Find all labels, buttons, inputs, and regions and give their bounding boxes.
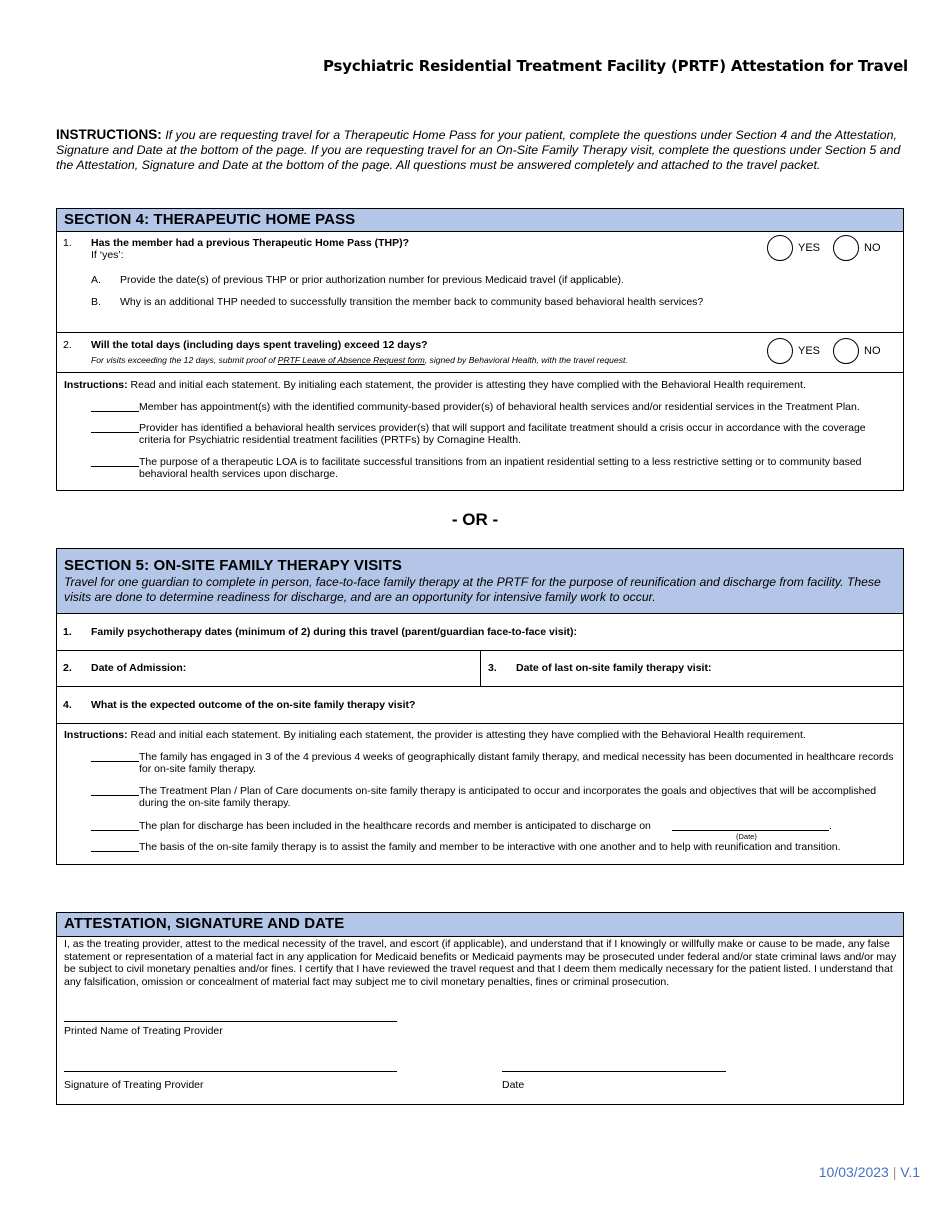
- s4-q1-ifyes: If ‘yes’:: [91, 249, 124, 261]
- section5-subtitle: Travel for one guardian to complete in person, face-to-face family therapy at the PRTF for the purpose of reunification and discharge from facility. These visits are done to determine readiness for discharge, and are an opportunity for intensive family work to occur.: [64, 575, 881, 604]
- s5-instructions-label: Instructions:: [64, 729, 128, 741]
- date-label: Date: [502, 1079, 525, 1091]
- s5-row-divider: [480, 651, 481, 687]
- s4-initial-3[interactable]: [91, 466, 139, 467]
- s5-instructions-text: Read and initial each statement. By initialing each statement, the provider is attesting they have complied with the Behavioral Health requirement.: [130, 729, 806, 741]
- s5-statement-3: The plan for discharge has been included in the healthcare records and member is anticipated to discharge on: [139, 820, 651, 832]
- s5-initial-2[interactable]: [91, 795, 139, 796]
- s4-q1-yes-label: YES: [798, 242, 821, 254]
- signature-field[interactable]: [64, 1071, 397, 1072]
- s5-q2-number: 2.: [63, 662, 72, 674]
- s5-q1-row[interactable]: [57, 613, 903, 651]
- section4-title: SECTION 4: THERAPEUTIC HOME PASS: [64, 211, 356, 228]
- s4-q2-number: 2.: [63, 339, 72, 351]
- s4-q2-no-label: NO: [864, 345, 881, 357]
- s5-q3-number: 3.: [488, 662, 497, 674]
- s5-q4-row[interactable]: [57, 686, 903, 724]
- attestation-box: [56, 912, 904, 1105]
- attestation-header: [57, 913, 903, 937]
- s4-q2-yes-radio[interactable]: [767, 338, 793, 364]
- s5-q2-q3-row: [57, 650, 903, 687]
- s5-initial-3[interactable]: [91, 830, 139, 831]
- s4-statements: [57, 372, 903, 492]
- s4-q2-row: [57, 332, 903, 373]
- s4-q2-note-pre: For visits exceeding the 12 days, submit proof of: [91, 355, 278, 365]
- s5-statement-1: The family has engaged in 3 of the 4 previous 4 weeks of geographically distant family therapy, and medical necessity has been documented in healthcare records for on-site family therapy.: [139, 751, 894, 775]
- footer-separator: |: [892, 1164, 897, 1180]
- s4-instructions-label: Instructions:: [64, 379, 128, 391]
- s4-q1a-text: Provide the date(s) of previous THP or prior authorization number for previous Medicaid travel (if applicable).: [120, 274, 624, 286]
- section4-header: [57, 209, 903, 232]
- s4-q1b-label: B.: [91, 296, 101, 308]
- s4-q1b-text: Why is an additional THP needed to successfully transition the member back to community based behavioral health services?: [120, 296, 704, 308]
- s4-q2-note: [91, 355, 628, 365]
- s4-statement-1: Member has appointment(s) with the identified community-based provider(s) of behavioral health services and/or residential services in the Treatment Plan.: [139, 401, 860, 413]
- section5-box: [56, 548, 904, 865]
- s4-q1-no-radio[interactable]: [833, 235, 859, 261]
- attestation-title: ATTESTATION, SIGNATURE AND DATE: [64, 915, 345, 932]
- printed-name-field[interactable]: [64, 1021, 397, 1022]
- s5-discharge-date-field[interactable]: [672, 830, 829, 831]
- s4-statement-3: The purpose of a therapeutic LOA is to facilitate successful transitions from an inpatient residential setting to a less restrictive setting or to community based behavioral health services upon discharge.: [139, 456, 862, 480]
- s4-q1-yes-radio[interactable]: [767, 235, 793, 261]
- s4-q2-note-post: , signed by Behavioral Health, with the travel request.: [424, 355, 628, 365]
- instructions-text: If you are requesting travel for a Therapeutic Home Pass for your patient, complete the questions under Section 4 and the Attestation, Signature and Date at the bottom of the page. If you are requesting travel for an On-Site Family Therapy visit, complete the questions under Section 5 and the Attestation, Signature and Date at the bottom of the page. All questions must be answered completely and attached to the travel packet.: [56, 128, 901, 172]
- s4-q2-yes-label: YES: [798, 345, 821, 357]
- s5-q1-number: 1.: [63, 626, 72, 638]
- s4-q1-text: Has the member had a previous Therapeutic Home Pass (THP)?: [91, 237, 410, 249]
- s5-statements: [57, 723, 903, 866]
- s4-q1a-label: A.: [91, 274, 101, 286]
- s4-initial-1[interactable]: [91, 411, 139, 412]
- s4-q2-text: Will the total days (including days spent traveling) exceed 12 days?: [91, 339, 428, 351]
- s4-instructions-text: Read and initial each statement. By initialing each statement, the provider is attesting they have complied with the Behavioral Health requirement.: [130, 379, 806, 391]
- s4-q1-number: 1.: [63, 237, 72, 249]
- s5-period: .: [829, 820, 832, 832]
- s5-initial-4[interactable]: [91, 851, 139, 852]
- s5-q2-label: Date of Admission:: [91, 662, 187, 674]
- instructions: [56, 127, 908, 173]
- s4-q2-no-radio[interactable]: [833, 338, 859, 364]
- section5-header: [57, 549, 903, 614]
- s5-q4-number: 4.: [63, 699, 72, 711]
- date-field[interactable]: [502, 1071, 726, 1072]
- attestation-text: I, as the treating provider, attest to the medical necessity of the travel, and escort (if applicable), and understand that if I knowingly or willfully make or cause to be made, any false statement or representation of a material fact in any application for Medicaid benefits or Medicaid payments may be prosecuted under federal and/or state criminal laws and/or may be subject to civil monetary penalties and/or fines. I certify that I have reviewed the travel request and that I deem them medically necessary for the patient listed. I understand that any falsification, omission or concealment of material fact may subject me to civil monetary penalties, fines or criminal prosecution.: [64, 938, 897, 988]
- s4-instructions: [64, 379, 806, 391]
- section4-box: [56, 208, 904, 491]
- signature-label: Signature of Treating Provider: [64, 1079, 204, 1091]
- footer-version: [819, 1164, 920, 1180]
- s5-instructions: [64, 729, 806, 741]
- s5-q3-label: Date of last on-site family therapy visit:: [516, 662, 712, 674]
- instructions-label: INSTRUCTIONS:: [56, 127, 162, 142]
- page-title: Psychiatric Residential Treatment Facility (PRTF) Attestation for Travel: [323, 57, 908, 75]
- s5-statement-2: The Treatment Plan / Plan of Care documents on-site family therapy is anticipated to occur and incorporates the goals and objectives that will be accomplished during the on-site family therapy.: [139, 785, 877, 809]
- s4-q1-no-label: NO: [864, 242, 881, 254]
- s5-q1-label: Family psychotherapy dates (minimum of 2) during this travel (parent/guardian face-to-face visit):: [91, 626, 578, 638]
- s5-initial-1[interactable]: [91, 761, 139, 762]
- footer-version-number: V.1: [900, 1164, 920, 1180]
- printed-name-label: Printed Name of Treating Provider: [64, 1025, 223, 1037]
- section5-title: SECTION 5: ON-SITE FAMILY THERAPY VISITS: [64, 557, 402, 574]
- or-separator: - OR -: [451, 510, 499, 529]
- loa-request-form-link[interactable]: PRTF Leave of Absence Request form: [277, 355, 425, 365]
- s5-date-caption: (Date): [736, 832, 757, 841]
- s5-statement-4: The basis of the on-site family therapy is to assist the family and member to be interactive with one another and to help with reunification and transition.: [139, 841, 841, 853]
- s4-initial-2[interactable]: [91, 432, 139, 433]
- footer-date: 10/03/2023: [818, 1164, 889, 1180]
- s5-q4-label: What is the expected outcome of the on-site family therapy visit?: [91, 699, 416, 711]
- s4-statement-2: Provider has identified a behavioral health services provider(s) that will support and facilitate treatment should a crisis occur in accordance with the coverage criteria for Psychiatric residential treatment facilities (PRTFs) by Comagine Health.: [139, 422, 866, 446]
